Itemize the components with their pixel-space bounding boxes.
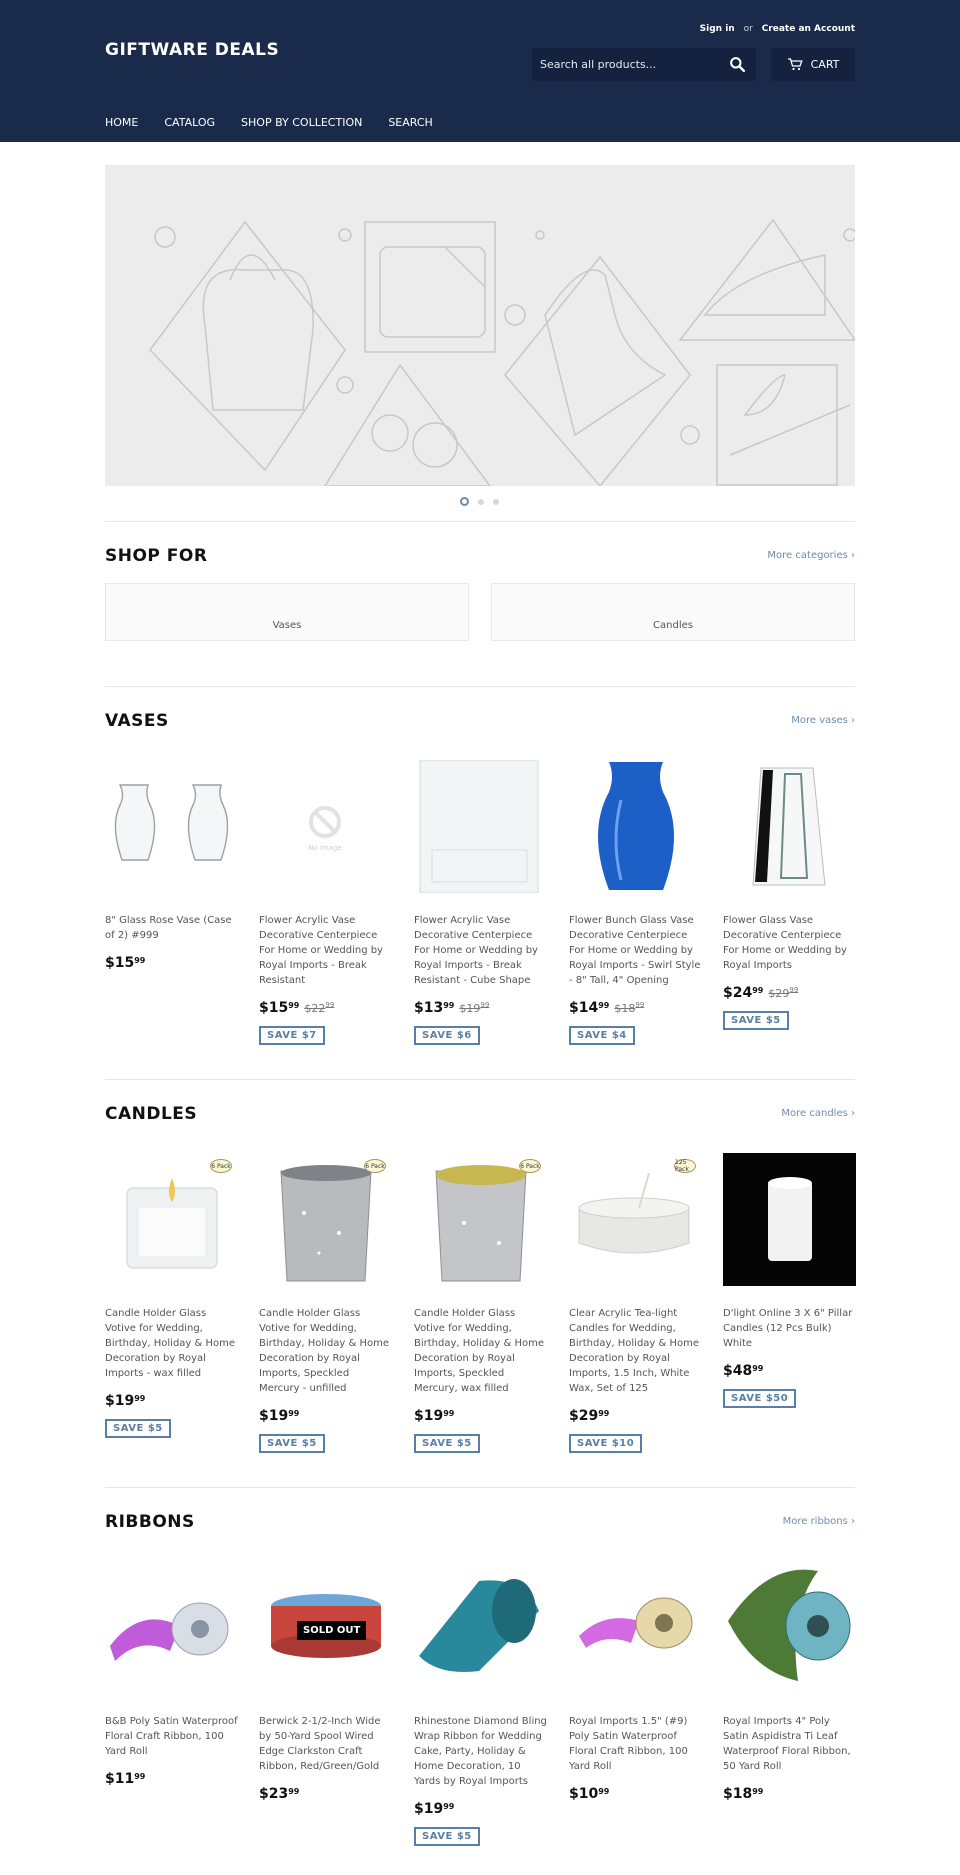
pack-badge: 6 Pack <box>364 1159 386 1173</box>
product-price: $\$10^{99}$ <box>569 1786 610 1802</box>
product-image[interactable] <box>259 1561 392 1694</box>
product-image[interactable] <box>723 760 856 893</box>
product-image[interactable] <box>569 1153 702 1286</box>
or-text: or <box>743 24 753 34</box>
save-badge: SAVE $5 <box>259 1434 325 1453</box>
product-image[interactable] <box>414 1153 547 1286</box>
product-price: $\$15^{99}$ <box>105 955 146 971</box>
divider <box>105 1487 855 1488</box>
divider <box>105 1079 855 1080</box>
save-badge: SAVE $5 <box>723 1011 789 1030</box>
account-links <box>700 24 855 34</box>
save-badge: SAVE $50 <box>723 1389 796 1408</box>
search-input[interactable] <box>532 58 712 71</box>
product-card[interactable] <box>569 760 702 1045</box>
product-price: $\$48^{99}$ <box>723 1363 764 1379</box>
save-badge: SAVE $5 <box>414 1434 480 1453</box>
product-image[interactable] <box>414 1561 547 1694</box>
product-title[interactable]: Rhinestone Diamond Bling Wrap Ribbon for Wedding Cake, Party, Holiday & Home Decoration, 10 Yards by Royal Imports <box>414 1716 547 1787</box>
hero-slide[interactable] <box>105 165 855 486</box>
product-card[interactable] <box>569 1561 702 1802</box>
more-ribbons-link[interactable]: More ribbons › <box>782 1516 855 1527</box>
search-box <box>532 48 756 81</box>
product-card[interactable] <box>414 1561 547 1846</box>
product-card[interactable] <box>723 760 856 1030</box>
product-card[interactable] <box>259 1153 392 1453</box>
sold-out-badge: SOLD OUT <box>297 1621 366 1640</box>
product-title[interactable]: Flower Bunch Glass Vase Decorative Centerpiece For Home or Wedding by Royal Imports - Swirl Style - 8" Tall, 4" Opening <box>569 915 701 986</box>
ribbons-title: RIBBONS <box>105 1512 195 1532</box>
product-card[interactable] <box>105 1153 238 1438</box>
product-card[interactable] <box>414 1153 547 1453</box>
product-title[interactable]: Flower Acrylic Vase Decorative Centerpiece For Home or Wedding by Royal Imports - Break Resistant - Cube Shape <box>414 915 538 986</box>
product-image[interactable] <box>259 760 392 893</box>
product-title[interactable]: D'light Online 3 X 6" Pillar Candles (12 Pcs Bulk) White <box>723 1308 853 1349</box>
save-badge: SAVE $10 <box>569 1434 642 1453</box>
main-nav <box>105 116 433 129</box>
product-card[interactable] <box>723 1561 856 1802</box>
category-card-vases[interactable] <box>105 583 469 641</box>
slider-dots <box>460 497 499 506</box>
site-header <box>0 0 960 142</box>
product-image[interactable] <box>723 1153 856 1286</box>
product-image[interactable] <box>105 1561 238 1694</box>
product-image[interactable] <box>259 1153 392 1286</box>
category-label: Vases <box>272 620 302 631</box>
product-card[interactable] <box>105 1561 238 1787</box>
slider-dot-1[interactable] <box>460 497 469 506</box>
compare-price: $\$18^{99}$ <box>614 1001 645 1015</box>
product-title[interactable]: Flower Acrylic Vase Decorative Centerpiece For Home or Wedding by Royal Imports - Break Resistant <box>259 915 383 986</box>
shop-for-title: SHOP FOR <box>105 546 208 566</box>
nav-shop-by-collection[interactable]: SHOP BY COLLECTION <box>241 116 363 129</box>
hero-illustration <box>105 165 855 486</box>
product-title[interactable]: B&B Poly Satin Waterproof Floral Craft Ribbon, 100 Yard Roll <box>105 1716 238 1757</box>
cart-icon <box>787 58 803 71</box>
cart-button[interactable] <box>771 48 855 81</box>
compare-price: $\$22^{99}$ <box>304 1001 335 1015</box>
product-image[interactable] <box>723 1561 856 1694</box>
nav-home[interactable]: HOME <box>105 116 139 129</box>
save-badge: SAVE $5 <box>414 1827 480 1846</box>
pack-badge: 6 Pack <box>210 1159 232 1173</box>
product-card[interactable] <box>105 760 238 971</box>
product-title[interactable]: Royal Imports 4" Poly Satin Aspidistra Ti Leaf Waterproof Floral Ribbon, 50 Yard Roll <box>723 1716 851 1772</box>
more-categories-link[interactable]: More categories › <box>767 550 855 561</box>
slider-dot-2[interactable] <box>478 499 484 505</box>
pack-badge: 6 Pack <box>519 1159 541 1173</box>
product-title[interactable]: Candle Holder Glass Votive for Wedding, Birthday, Holiday & Home Decoration by Royal Imports, Speckled Mercury, wax filled <box>414 1308 545 1394</box>
save-badge: SAVE $4 <box>569 1026 635 1045</box>
product-title[interactable]: Royal Imports 1.5" (#9) Poly Satin Waterproof Floral Craft Ribbon, 100 Yard Roll <box>569 1716 688 1772</box>
product-card[interactable] <box>723 1153 856 1408</box>
save-badge: SAVE $7 <box>259 1026 325 1045</box>
candles-title: CANDLES <box>105 1104 198 1124</box>
product-price: $\$11^{99}$ <box>105 1771 146 1787</box>
product-image[interactable] <box>569 1561 702 1694</box>
slider-dot-3[interactable] <box>493 499 499 505</box>
nav-catalog[interactable]: CATALOG <box>164 116 216 129</box>
compare-price: $\$29^{99}$ <box>768 986 799 1000</box>
product-title[interactable]: Clear Acrylic Tea-light Candles for Wedding, Birthday, Holiday & Home Decoration by Royal Imports, 1.5 Inch, White Wax, Set of 125 <box>569 1308 700 1394</box>
create-account-link[interactable]: Create an Account <box>761 24 855 34</box>
no-image-label: No image <box>308 844 342 852</box>
product-price: $\$24^{99}$ $\$29^{99}$ <box>723 985 799 1001</box>
product-price: $\$13^{99}$ $\$19^{99}$ <box>414 1000 490 1016</box>
product-card[interactable] <box>569 1153 702 1453</box>
product-image[interactable] <box>569 760 702 893</box>
product-title[interactable]: Flower Glass Vase Decorative Centerpiece For Home or Wedding by Royal Imports <box>723 915 847 971</box>
product-card[interactable] <box>414 760 547 1045</box>
product-card[interactable] <box>259 760 392 1045</box>
save-badge: SAVE $6 <box>414 1026 480 1045</box>
product-price: $\$18^{99}$ <box>723 1786 764 1802</box>
product-title[interactable]: Candle Holder Glass Votive for Wedding, Birthday, Holiday & Home Decoration by Royal Imports - wax filled <box>105 1308 236 1379</box>
product-price: $\$23^{99}$ <box>259 1786 300 1802</box>
product-price: $\$29^{99}$ <box>569 1408 610 1424</box>
divider <box>105 686 855 687</box>
product-price: $\$19^{99}$ <box>259 1408 300 1424</box>
product-price: $\$19^{99}$ <box>414 1801 455 1817</box>
more-candles-link[interactable]: More candles › <box>781 1108 855 1119</box>
save-badge: SAVE $5 <box>105 1419 171 1438</box>
product-title[interactable]: Berwick 2-1/2-Inch Wide by 50-Yard Spool Wired Edge Clarkston Craft Ribbon, Red/Green/Gold <box>259 1716 381 1772</box>
product-price: $\$19^{99}$ <box>414 1408 455 1424</box>
cart-label: CART <box>810 58 840 71</box>
category-label: Candles <box>653 620 693 631</box>
divider <box>105 521 855 522</box>
product-card[interactable] <box>259 1561 392 1802</box>
nav-search[interactable]: SEARCH <box>388 116 433 129</box>
product-price: $\$14^{99}$ $\$18^{99}$ <box>569 1000 645 1016</box>
search-icon[interactable] <box>729 56 746 73</box>
product-price: $\$19^{99}$ <box>105 1393 146 1409</box>
product-title[interactable]: Candle Holder Glass Votive for Wedding, Birthday, Holiday & Home Decoration by Royal Imports, Speckled Mercury - unfilled <box>259 1308 390 1394</box>
brand-logo[interactable]: GIFTWARE DEALS <box>105 40 280 60</box>
compare-price: $\$19^{99}$ <box>459 1001 490 1015</box>
product-title[interactable]: 8" Glass Rose Vase (Case of 2) #999 <box>105 915 232 941</box>
vases-title: VASES <box>105 711 169 731</box>
no-image-icon <box>259 760 392 893</box>
product-price: $\$15^{99}$ $\$22^{99}$ <box>259 1000 335 1016</box>
product-image[interactable] <box>105 760 238 893</box>
product-image[interactable] <box>414 760 547 893</box>
pack-badge: 125 Pack <box>674 1159 696 1173</box>
product-image[interactable] <box>105 1153 238 1286</box>
sign-in-link[interactable]: Sign in <box>699 24 735 34</box>
more-vases-link[interactable]: More vases › <box>791 715 855 726</box>
category-card-candles[interactable] <box>491 583 855 641</box>
